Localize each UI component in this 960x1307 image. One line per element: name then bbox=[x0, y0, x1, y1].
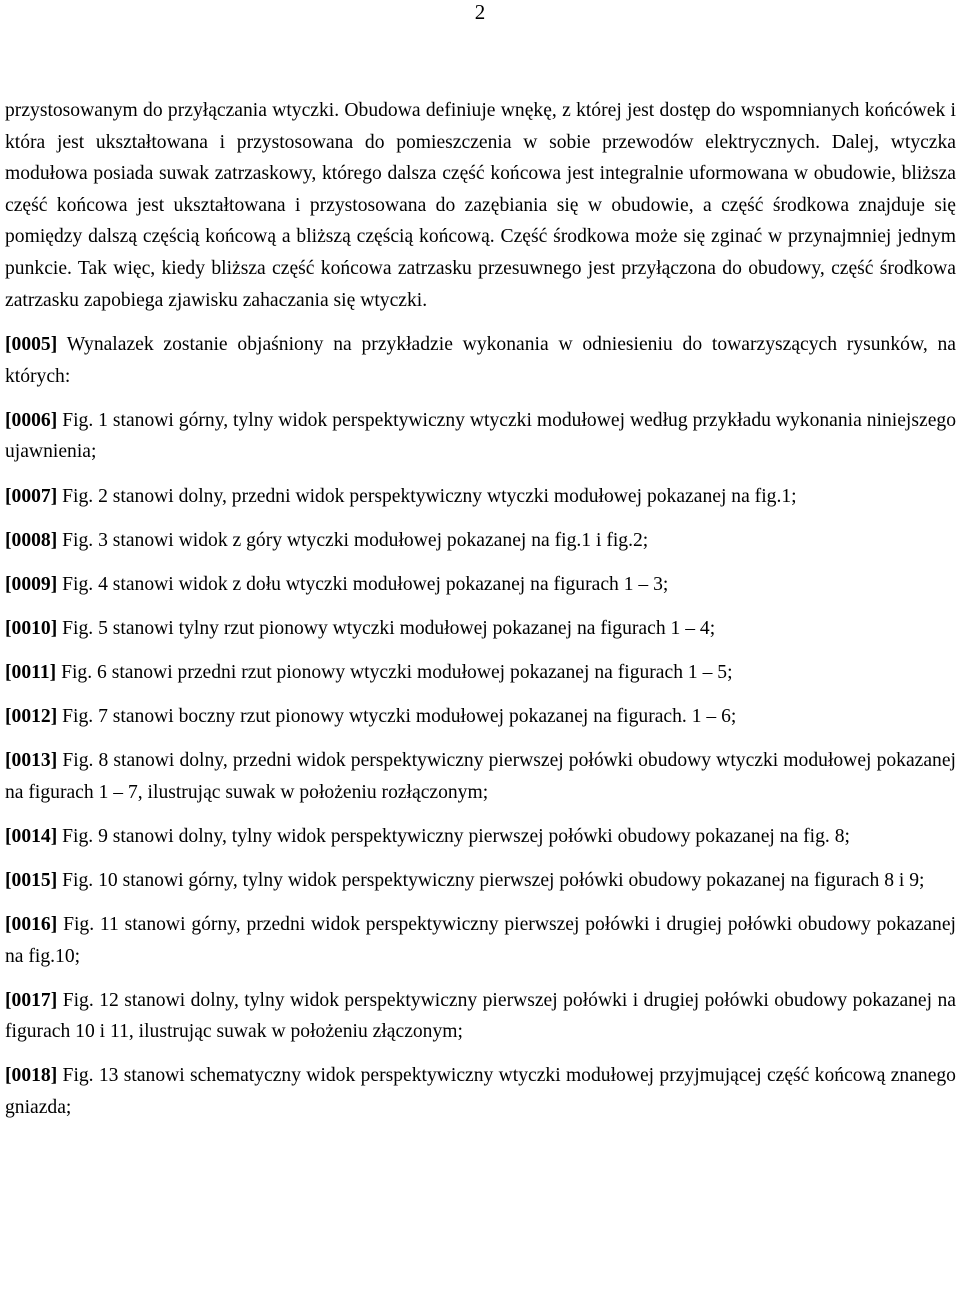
paragraph-text: Fig. 11 stanowi górny, przedni widok perspektywiczny pierwszej połówki i drugiej połówki obudowy pokazanej na fig.10; bbox=[5, 913, 956, 967]
paragraph-0014 bbox=[5, 821, 956, 853]
paragraph-id: [0005] bbox=[5, 334, 58, 356]
paragraph-0017 bbox=[5, 985, 956, 1048]
paragraph-continuation bbox=[5, 95, 956, 316]
paragraph-0010 bbox=[5, 613, 956, 645]
paragraph-id: [0014] bbox=[5, 825, 58, 847]
paragraph-text: Fig. 7 stanowi boczny rzut pionowy wtyczki modułowej pokazanej na figurach. 1 – 6; bbox=[62, 706, 737, 727]
paragraph-text: Wynalazek zostanie objaśniony na przykładzie wykonania w odniesieniu do towarzyszących rysunków, na których: bbox=[5, 334, 957, 387]
paragraph-id: [0006] bbox=[5, 409, 58, 431]
paragraph-id: [0013] bbox=[5, 750, 58, 772]
paragraph-id: [0018] bbox=[5, 1065, 58, 1087]
paragraph-id: [0011] bbox=[5, 661, 57, 683]
document-body bbox=[5, 95, 956, 1136]
paragraph-id: [0015] bbox=[5, 869, 58, 891]
paragraph-0016 bbox=[5, 909, 956, 972]
paragraph-text: Fig. 8 stanowi dolny, przedni widok perspektywiczny pierwszej połówki obudowy wtyczki modułowej pokazanej na figurach 1 – 7, ilustrując suwak w położeniu rozłączonym; bbox=[5, 750, 956, 803]
paragraph-0012 bbox=[5, 701, 956, 733]
paragraph-0013 bbox=[5, 745, 956, 808]
paragraph-id: [0009] bbox=[5, 573, 58, 595]
page-number: 2 bbox=[474, 0, 486, 24]
paragraph-0005 bbox=[5, 329, 956, 392]
paragraph-text: Fig. 10 stanowi górny, tylny widok perspektywiczny pierwszej połówki obudowy pokazanej na figurach 8 i 9; bbox=[62, 869, 925, 891]
paragraph-0009 bbox=[5, 569, 956, 601]
paragraph-id: [0010] bbox=[5, 617, 58, 639]
paragraph-text: Fig. 13 stanowi schematyczny widok perspektywiczny wtyczki modułowej przyjmującej część końcową znanego gniazda; bbox=[5, 1065, 956, 1118]
paragraph-id: [0012] bbox=[5, 706, 58, 727]
paragraph-0018 bbox=[5, 1060, 956, 1123]
paragraph-id: [0008] bbox=[5, 529, 58, 551]
paragraph-text: Fig. 2 stanowi dolny, przedni widok perspektywiczny wtyczki modułowej pokazanej na fig.1; bbox=[62, 485, 797, 507]
paragraph-0006 bbox=[5, 405, 956, 468]
paragraph-id: [0007] bbox=[5, 485, 58, 507]
paragraph-0015 bbox=[5, 865, 956, 897]
paragraph-0008 bbox=[5, 525, 956, 557]
paragraph-text: Fig. 12 stanowi dolny, tylny widok perspektywiczny pierwszej połówki i drugiej połówki obudowy pokazanej na figurach 10 i 11, ilustrując suwak w położeniu złączonym; bbox=[5, 989, 957, 1043]
paragraph-0011 bbox=[5, 657, 956, 689]
paragraph-text: Fig. 9 stanowi dolny, tylny widok perspektywiczny pierwszej połówki obudowy pokazanej na fig. 8; bbox=[62, 825, 850, 847]
paragraph-0007 bbox=[5, 481, 956, 513]
paragraph-text: przystosowanym do przyłączania wtyczki. Obudowa definiuje wnękę, z której jest dostęp do wspomnianych końcówek i która jest ukształtowana i przystosowana do pomieszczenia w sobie przewodów elektrycznych. Dalej, wtyczka modułowa posiada suwak zatrzaskowy, którego dalsza część końcowa jest integralnie uformowana w obudowie, bliższa część końcowa jest ukształtowana i przystosowana do zazębiania się w obudowie, a część środkowa znajduje się pomiędzy dalszą częścią końcową a bliższą częścią końcową. Część środkowa może się zginać w przynajmniej jednym punkcie. Tak więc, kiedy bliższa część końcowa zatrzasku przesuwnego jest przyłączona do obudowy, część środkowa zatrzasku zapobiega zjawisku zahaczania się wtyczki. bbox=[5, 100, 956, 311]
paragraph-text: Fig. 5 stanowi tylny rzut pionowy wtyczki modułowej pokazanej na figurach 1 – 4; bbox=[62, 617, 716, 639]
paragraph-id: [0016] bbox=[5, 913, 58, 935]
paragraph-text: Fig. 6 stanowi przedni rzut pionowy wtyczki modułowej pokazanej na figurach 1 – 5; bbox=[61, 661, 733, 683]
paragraph-text: Fig. 1 stanowi górny, tylny widok perspektywiczny wtyczki modułowej według przykładu wykonania niniejszego ujawnienia; bbox=[5, 409, 956, 463]
paragraph-text: Fig. 4 stanowi widok z dołu wtyczki modułowej pokazanej na figurach 1 – 3; bbox=[62, 573, 669, 595]
paragraph-text: Fig. 3 stanowi widok z góry wtyczki modułowej pokazanej na fig.1 i fig.2; bbox=[62, 529, 649, 551]
paragraph-id: [0017] bbox=[5, 989, 58, 1011]
